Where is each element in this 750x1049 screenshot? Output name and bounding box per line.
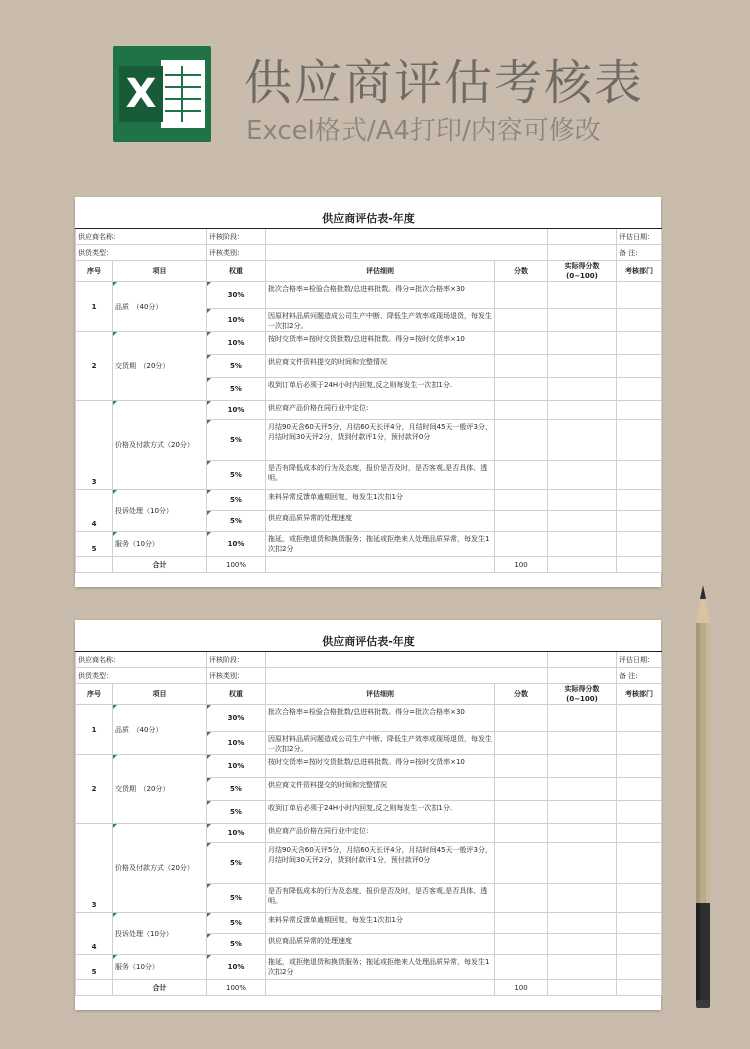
info-row	[76, 652, 662, 668]
score-field[interactable]	[495, 532, 548, 557]
score-field[interactable]	[495, 332, 548, 355]
weight-cell: 10%	[207, 824, 266, 843]
table-row	[76, 824, 662, 843]
actual-score-field[interactable]	[548, 461, 617, 490]
actual-score-field[interactable]	[548, 913, 617, 934]
column-header: 权重	[207, 684, 266, 705]
total-label: 合计	[113, 557, 207, 573]
evaluation-sheet-1	[75, 197, 661, 587]
actual-score-field[interactable]	[548, 778, 617, 801]
actual-score-field[interactable]	[548, 401, 617, 420]
eval-category-field[interactable]	[266, 245, 548, 261]
supply-type-label: 供货类型：	[76, 245, 207, 261]
department-field[interactable]	[617, 801, 662, 824]
total-row	[76, 980, 662, 996]
row-number: 2	[76, 755, 113, 824]
blank-field[interactable]	[548, 229, 617, 245]
table-row	[76, 532, 662, 557]
department-field[interactable]	[617, 843, 662, 884]
department-field[interactable]	[617, 778, 662, 801]
total-score: 100	[495, 557, 548, 573]
project-name: 服务（10分）	[113, 955, 207, 980]
score-field[interactable]	[495, 801, 548, 824]
weight-cell: 5%	[207, 378, 266, 401]
column-header: 评估细则	[266, 261, 495, 282]
criteria-cell: 供应商产品价格在同行业中定位:	[266, 401, 495, 420]
supplier-name-label: 供应商名称:	[76, 652, 207, 668]
department-field[interactable]	[617, 282, 662, 309]
total-blank	[76, 557, 113, 573]
criteria-cell: 按时交货率=按时交货批数/总进料批数。得分=按时交货率×10	[266, 755, 495, 778]
excel-x-letter: X	[119, 66, 163, 122]
total-weight: 100%	[207, 557, 266, 573]
project-name: 价格及付款方式（20分）	[113, 401, 207, 490]
column-header: 评估细则	[266, 684, 495, 705]
criteria-cell: 供应商文件资料提交的时间和完整情况	[266, 778, 495, 801]
project-name: 品质 （40分）	[113, 282, 207, 332]
weight-cell: 5%	[207, 490, 266, 511]
evaluation-table	[75, 210, 662, 573]
info-row	[76, 245, 662, 261]
remarks-label: 备 注:	[617, 668, 662, 684]
department-field[interactable]	[617, 511, 662, 532]
score-field[interactable]	[495, 913, 548, 934]
department-field[interactable]	[617, 980, 662, 996]
actual-score-field[interactable]	[548, 801, 617, 824]
score-field[interactable]	[495, 955, 548, 980]
eval-stage-label: 评核阶段：	[207, 652, 266, 668]
score-field[interactable]	[495, 755, 548, 778]
column-header: 分数	[495, 261, 548, 282]
page-subtitle: Excel格式/A4打印/内容可修改	[246, 116, 601, 146]
column-header: 实际得分数(0~100)	[548, 684, 617, 705]
weight-cell: 5%	[207, 884, 266, 913]
total-score: 100	[495, 980, 548, 996]
weight-cell: 30%	[207, 282, 266, 309]
criteria-cell: 批次合格率=检验合格批数/总进料批数。得分=批次合格率×30	[266, 282, 495, 309]
criteria-cell: 供应商品质异常的处理速度	[266, 934, 495, 955]
table-row	[76, 913, 662, 934]
column-header: 考核部门	[617, 261, 662, 282]
actual-score-field[interactable]	[548, 755, 617, 778]
actual-score-field[interactable]	[548, 884, 617, 913]
criteria-cell: 拖延，或拒绝退货和换货服务；拖延或拒绝来人处理品质异常，每发生1次扣2分	[266, 532, 495, 557]
weight-cell: 10%	[207, 732, 266, 755]
excel-logo-icon	[113, 46, 211, 142]
project-name: 投诉处理（10分）	[113, 913, 207, 955]
department-field[interactable]	[617, 913, 662, 934]
actual-score-field[interactable]	[548, 934, 617, 955]
row-number: 3	[76, 824, 113, 913]
actual-score-field[interactable]	[548, 732, 617, 755]
column-header: 序号	[76, 684, 113, 705]
weight-cell: 5%	[207, 511, 266, 532]
actual-score-field[interactable]	[548, 332, 617, 355]
criteria-cell: 因原材料品质问题造成公司生产中断、降低生产效率或现场退货，每发生一次扣2分。	[266, 309, 495, 332]
actual-score-field[interactable]	[548, 355, 617, 378]
supply-type-label: 供货类型：	[76, 668, 207, 684]
department-field[interactable]	[617, 955, 662, 980]
column-header: 序号	[76, 261, 113, 282]
score-field[interactable]	[495, 778, 548, 801]
column-header: 分数	[495, 684, 548, 705]
eval-stage-label: 评核阶段：	[207, 229, 266, 245]
column-header: 实际得分数(0~100)	[548, 261, 617, 282]
table-row	[76, 332, 662, 355]
actual-score-field[interactable]	[548, 824, 617, 843]
total-row	[76, 557, 662, 573]
project-name: 价格及付款方式（20分）	[113, 824, 207, 913]
eval-date-label: 评估日期：	[617, 652, 662, 668]
actual-score-field[interactable]	[548, 282, 617, 309]
row-number: 4	[76, 490, 113, 532]
weight-cell: 30%	[207, 705, 266, 732]
score-field[interactable]	[495, 401, 548, 420]
actual-score-field[interactable]	[548, 557, 617, 573]
criteria-cell: 供应商文件资料提交的时间和完整情况	[266, 355, 495, 378]
eval-category-label: 评核类别：	[207, 245, 266, 261]
eval-date-label: 评估日期：	[617, 229, 662, 245]
department-field[interactable]	[617, 332, 662, 355]
page-title: 供应商评估考核表	[244, 55, 645, 111]
score-field[interactable]	[495, 824, 548, 843]
criteria-cell: 批次合格率=检验合格批数/总进料批数。得分=批次合格率×30	[266, 705, 495, 732]
department-field[interactable]	[617, 420, 662, 461]
eval-stage-field[interactable]	[266, 229, 548, 245]
project-name: 投诉处理（10分）	[113, 490, 207, 532]
total-label: 合计	[113, 980, 207, 996]
weight-cell: 5%	[207, 801, 266, 824]
score-field[interactable]	[495, 732, 548, 755]
row-number: 1	[76, 282, 113, 332]
pencil-icon	[688, 585, 718, 1010]
column-header: 权重	[207, 261, 266, 282]
weight-cell: 5%	[207, 913, 266, 934]
total-blank	[76, 980, 113, 996]
criteria-cell: 因原材料品质问题造成公司生产中断、降低生产效率或现场退货，每发生一次扣2分。	[266, 732, 495, 755]
weight-cell: 10%	[207, 309, 266, 332]
weight-cell: 10%	[207, 332, 266, 355]
department-field[interactable]	[617, 490, 662, 511]
department-field[interactable]	[617, 884, 662, 913]
criteria-cell: 收到订单后必须于24H小时内回复,反之则每发生一次扣1分.	[266, 801, 495, 824]
project-name: 交货期 （20分）	[113, 755, 207, 824]
weight-cell: 5%	[207, 461, 266, 490]
department-field[interactable]	[617, 378, 662, 401]
total-criteria-blank	[266, 980, 495, 996]
department-field[interactable]	[617, 532, 662, 557]
department-field[interactable]	[617, 934, 662, 955]
criteria-cell: 是否有降低成本的行为及态度，报价是否及时，是否客观,是否具体、透明。	[266, 461, 495, 490]
weight-cell: 10%	[207, 532, 266, 557]
blank-field[interactable]	[548, 652, 617, 668]
department-field[interactable]	[617, 401, 662, 420]
row-number: 5	[76, 532, 113, 557]
criteria-cell: 月结90天含60天评5分，月结60天长评4分，月结时间45天一般评3分，月结时间30天评2分，货到付款评1分，预付款评0分	[266, 420, 495, 461]
column-header: 考核部门	[617, 684, 662, 705]
department-field[interactable]	[617, 705, 662, 732]
eval-category-label: 评核类别：	[207, 668, 266, 684]
score-field[interactable]	[495, 884, 548, 913]
table-row	[76, 755, 662, 778]
criteria-cell: 拖延，或拒绝退货和换货服务；拖延或拒绝来人处理品质异常，每发生1次扣2分	[266, 955, 495, 980]
weight-cell: 10%	[207, 955, 266, 980]
spreadsheet-grid-icon	[161, 60, 205, 128]
score-field[interactable]	[495, 490, 548, 511]
table-row	[76, 490, 662, 511]
table-row	[76, 401, 662, 420]
row-number: 4	[76, 913, 113, 955]
project-name: 品质 （40分）	[113, 705, 207, 755]
weight-cell: 5%	[207, 934, 266, 955]
supplier-name-label: 供应商名称:	[76, 229, 207, 245]
criteria-cell: 来料异常反馈单逾期回复，每发生1次扣1分	[266, 913, 495, 934]
weight-cell: 10%	[207, 401, 266, 420]
remarks-label: 备 注:	[617, 245, 662, 261]
criteria-cell: 供应商产品价格在同行业中定位:	[266, 824, 495, 843]
project-name: 交货期 （20分）	[113, 332, 207, 401]
department-field[interactable]	[617, 732, 662, 755]
row-number: 5	[76, 955, 113, 980]
score-field[interactable]	[495, 420, 548, 461]
score-field[interactable]	[495, 378, 548, 401]
criteria-cell: 收到订单后必须于24H小时内回复,反之则每发生一次扣1分.	[266, 378, 495, 401]
score-field[interactable]	[495, 511, 548, 532]
column-header-row	[76, 684, 662, 705]
blank-field[interactable]	[548, 245, 617, 261]
info-row	[76, 668, 662, 684]
weight-cell: 5%	[207, 420, 266, 461]
evaluation-table	[75, 633, 662, 996]
header-banner	[0, 0, 750, 175]
actual-score-field[interactable]	[548, 490, 617, 511]
actual-score-field[interactable]	[548, 843, 617, 884]
total-weight: 100%	[207, 980, 266, 996]
table-row	[76, 955, 662, 980]
total-criteria-blank	[266, 557, 495, 573]
actual-score-field[interactable]	[548, 705, 617, 732]
info-row	[76, 229, 662, 245]
actual-score-field[interactable]	[548, 309, 617, 332]
blank-field[interactable]	[548, 668, 617, 684]
row-number: 1	[76, 705, 113, 755]
weight-cell: 5%	[207, 843, 266, 884]
criteria-cell: 按时交货率=按时交货批数/总进料批数。得分=按时交货率×10	[266, 332, 495, 355]
criteria-cell: 供应商品质异常的处理速度	[266, 511, 495, 532]
table-row	[76, 705, 662, 732]
score-field[interactable]	[495, 705, 548, 732]
actual-score-field[interactable]	[548, 532, 617, 557]
column-header-row	[76, 261, 662, 282]
sheet-title: 供应商评估表-年度	[76, 210, 662, 229]
score-field[interactable]	[495, 355, 548, 378]
score-field[interactable]	[495, 843, 548, 884]
actual-score-field[interactable]	[548, 511, 617, 532]
sheet-title: 供应商评估表-年度	[76, 633, 662, 652]
weight-cell: 10%	[207, 755, 266, 778]
eval-stage-field[interactable]	[266, 652, 548, 668]
eval-category-field[interactable]	[266, 668, 548, 684]
department-field[interactable]	[617, 557, 662, 573]
row-number: 2	[76, 332, 113, 401]
actual-score-field[interactable]	[548, 378, 617, 401]
column-header: 项目	[113, 261, 207, 282]
project-name: 服务（10分）	[113, 532, 207, 557]
score-field[interactable]	[495, 461, 548, 490]
criteria-cell: 是否有降低成本的行为及态度，报价是否及时，是否客观,是否具体、透明。	[266, 884, 495, 913]
criteria-cell: 月结90天含60天评5分，月结60天长评4分，月结时间45天一般评3分，月结时间30天评2分，货到付款评1分，预付款评0分	[266, 843, 495, 884]
department-field[interactable]	[617, 355, 662, 378]
score-field[interactable]	[495, 934, 548, 955]
actual-score-field[interactable]	[548, 980, 617, 996]
row-number: 3	[76, 401, 113, 490]
department-field[interactable]	[617, 824, 662, 843]
weight-cell: 5%	[207, 778, 266, 801]
department-field[interactable]	[617, 309, 662, 332]
evaluation-sheet-2	[75, 620, 661, 1010]
criteria-cell: 来料异常反馈单逾期回复，每发生1次扣1分	[266, 490, 495, 511]
column-header: 项目	[113, 684, 207, 705]
weight-cell: 5%	[207, 355, 266, 378]
table-row	[76, 282, 662, 309]
score-field[interactable]	[495, 282, 548, 309]
department-field[interactable]	[617, 755, 662, 778]
actual-score-field[interactable]	[548, 420, 617, 461]
actual-score-field[interactable]	[548, 955, 617, 980]
score-field[interactable]	[495, 309, 548, 332]
department-field[interactable]	[617, 461, 662, 490]
